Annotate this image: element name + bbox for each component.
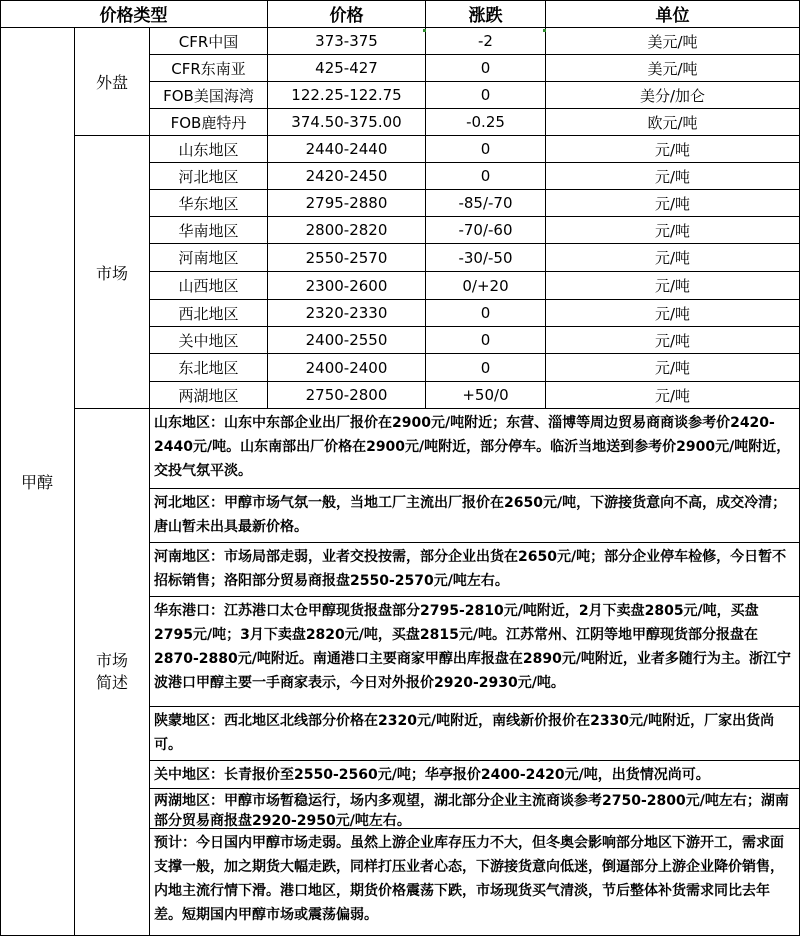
market-change: -70/-60 (426, 217, 546, 244)
market-change: +50/0 (426, 382, 546, 409)
market-unit: 元/吨 (546, 272, 800, 300)
market-price: 2440-2440 (268, 136, 426, 163)
market-unit: 元/吨 (546, 300, 800, 327)
outer-unit: 美分/加仑 (546, 82, 800, 109)
market-name: 山东地区 (150, 136, 268, 163)
market-price: 2400-2400 (268, 354, 426, 382)
section-market-label: 市场 (75, 136, 150, 409)
outer-change: 0 (426, 82, 546, 109)
outer-unit: 美元/吨 (546, 28, 800, 55)
summary-hebei: 河北地区：甲醇市场气氛一般，当地工厂主流出厂报价在2650元/吨，下游接货意向不高，成交冷清；唐山暂未出具最新价格。 (150, 489, 800, 543)
outer-name: FOB鹿特丹 (150, 109, 268, 136)
summary-guanzhong: 关中地区：长青报价至2550-2560元/吨；华亭报价2400-2420元/吨，出货情况尚可。 (150, 761, 800, 789)
outer-unit: 欧元/吨 (546, 109, 800, 136)
header-type: 价格类型 (0, 0, 268, 28)
market-unit: 元/吨 (546, 136, 800, 163)
summary-east-china-port: 华东港口：江苏港口太仓甲醇现货报盘部分2795-2810元/吨附近，2月下卖盘2805元/吨，买盘2795元/吨；3月下卖盘2820元/吨，买盘2815元/吨。江苏常州、江阴等地甲醇现货部分报盘在2870-2880元/吨附近。南通港口主要商家甲醇出库报盘在2890元/吨附近，业者多随行为主。浙江宁波港口甲醇主要一手商家表示，今日对外报价2920-2930元/吨。 (150, 597, 800, 707)
product-label: 甲醇 (0, 28, 75, 936)
outer-price: 374.50-375.00 (268, 109, 426, 136)
market-change: -85/-70 (426, 190, 546, 217)
market-unit: 元/吨 (546, 382, 800, 409)
market-change: 0 (426, 354, 546, 382)
market-change: 0 (426, 163, 546, 190)
market-change: 0/+20 (426, 272, 546, 300)
outer-unit: 美元/吨 (546, 55, 800, 82)
header-price: 价格 (268, 0, 426, 28)
summary-lianghu: 两湖地区：甲醇市场暂稳运行，场内多观望，湖北部分企业主流商谈参考2750-2800元/吨左右；湖南部分贸易商报盘2920-2950元/吨左右。 (150, 789, 800, 829)
cell-marker (543, 29, 546, 32)
summary-henan: 河南地区：市场局部走弱，业者交投按需，部分企业出货在2650元/吨；部分企业停车检修，今日暂不招标销售；洛阳部分贸易商报盘2550-2570元/吨左右。 (150, 543, 800, 597)
market-unit: 元/吨 (546, 163, 800, 190)
summary-shaanmeng: 陕蒙地区：西北地区北线部分价格在2320元/吨附近，南线新价报价在2330元/吨附近，厂家出货尚可。 (150, 707, 800, 761)
market-price: 2795-2880 (268, 190, 426, 217)
outer-name: CFR东南亚 (150, 55, 268, 82)
outer-price: 122.25-122.75 (268, 82, 426, 109)
outer-change: -2 (426, 28, 546, 55)
market-name: 华东地区 (150, 190, 268, 217)
market-name: 山西地区 (150, 272, 268, 300)
market-price: 2300-2600 (268, 272, 426, 300)
market-price: 2800-2820 (268, 217, 426, 244)
market-price: 2420-2450 (268, 163, 426, 190)
outer-change: -0.25 (426, 109, 546, 136)
outer-name: CFR中国 (150, 28, 268, 55)
market-unit: 元/吨 (546, 217, 800, 244)
outer-name: FOB美国海湾 (150, 82, 268, 109)
outer-change: 0 (426, 55, 546, 82)
market-change: 0 (426, 300, 546, 327)
outer-price: 425-427 (268, 55, 426, 82)
section-summary-label: 市场简述 (75, 409, 150, 936)
market-price: 2750-2800 (268, 382, 426, 409)
market-unit: 元/吨 (546, 354, 800, 382)
market-name: 两湖地区 (150, 382, 268, 409)
market-unit: 元/吨 (546, 327, 800, 354)
market-change: 0 (426, 327, 546, 354)
market-name: 关中地区 (150, 327, 268, 354)
market-name: 河南地区 (150, 244, 268, 272)
market-name: 华南地区 (150, 217, 268, 244)
summary-shandong: 山东地区：山东中东部企业出厂报价在2900元/吨附近；东营、淄博等周边贸易商商谈参考价2420-2440元/吨。山东南部出厂价格在2900元/吨附近，部分停车。临沂当地送到参考价2900元/吨附近，交投气氛平淡。 (150, 409, 800, 489)
market-change: -30/-50 (426, 244, 546, 272)
market-price: 2550-2570 (268, 244, 426, 272)
market-name: 东北地区 (150, 354, 268, 382)
market-unit: 元/吨 (546, 190, 800, 217)
market-price: 2400-2550 (268, 327, 426, 354)
market-unit: 元/吨 (546, 244, 800, 272)
market-name: 河北地区 (150, 163, 268, 190)
market-price: 2320-2330 (268, 300, 426, 327)
summary-forecast: 预计：今日国内甲醇市场走弱。虽然上游企业库存压力不大，但冬奥会影响部分地区下游开工，需求面支撑一般，加之期货大幅走跌，同样打压业者心态，下游接货意向低迷，倒逼部分上游企业降价销售，内地主流行情下滑。港口地区，期货价格震荡下跌，市场现货买气清淡，节后整体补货需求同比去年差。短期国内甲醇市场或震荡偏弱。 (150, 829, 800, 936)
cell-marker (423, 29, 426, 32)
market-name: 西北地区 (150, 300, 268, 327)
header-unit: 单位 (546, 0, 800, 28)
section-outer-label: 外盘 (75, 28, 150, 136)
header-change: 涨跌 (426, 0, 546, 28)
market-change: 0 (426, 136, 546, 163)
outer-price: 373-375 (268, 28, 426, 55)
